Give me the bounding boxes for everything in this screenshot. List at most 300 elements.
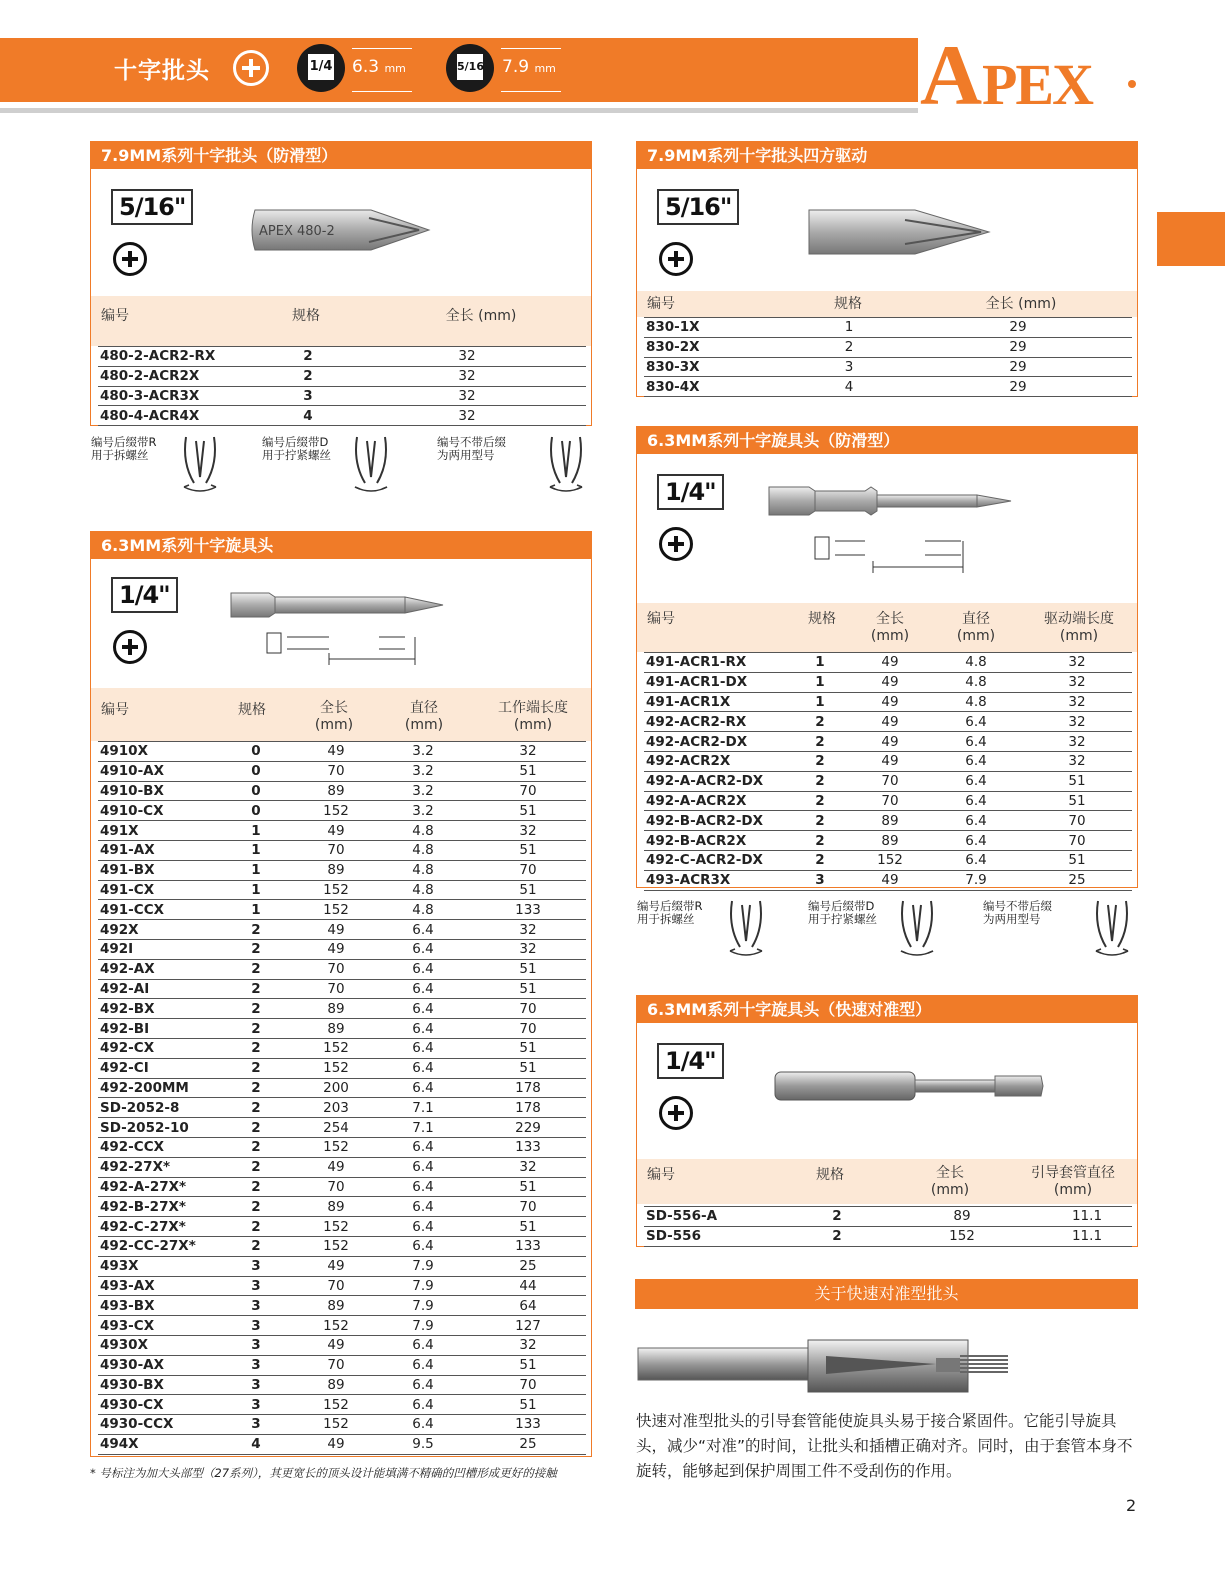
table-cell: 2 — [216, 920, 296, 940]
table-cell: 2 — [216, 1038, 296, 1058]
table-cell: 89 — [296, 1296, 376, 1316]
table-cell: 6.4 — [376, 1078, 470, 1098]
section-79mm-anti-slip — [90, 141, 592, 426]
table-cell: 49 — [296, 1256, 376, 1276]
section-79mm-square-drive — [636, 141, 1138, 397]
tighten-rotation-icon — [895, 897, 939, 959]
part-number: 492-CX — [98, 1038, 216, 1058]
table-row — [98, 1236, 586, 1256]
table-cell: 6.4 — [376, 979, 470, 999]
table-cell: 133 — [470, 1137, 586, 1157]
part-number: 492-A-ACR2-DX — [644, 771, 790, 791]
table-cell: 1 — [790, 692, 850, 712]
table-cell: 2 — [792, 1207, 882, 1227]
table-cell: 133 — [470, 1236, 586, 1256]
table-cell: 32 — [1022, 712, 1132, 732]
part-number: 480-2-ACR2X — [98, 366, 268, 386]
part-number: 480-3-ACR3X — [98, 386, 268, 406]
table-cell: 6.4 — [376, 1415, 470, 1435]
remove-rotation-icon — [178, 433, 222, 495]
table-row — [98, 1355, 586, 1375]
table-cell: 32 — [470, 939, 586, 959]
table-cell: 70 — [296, 840, 376, 860]
table-cell: 3 — [216, 1296, 296, 1316]
table-cell: 152 — [296, 801, 376, 821]
table-row — [98, 1058, 586, 1078]
table-cell: 70 — [850, 771, 930, 791]
table-row — [644, 791, 1132, 811]
table-cell: 51 — [470, 801, 586, 821]
table-cell: 152 — [850, 850, 930, 870]
table-cell: 2 — [790, 850, 850, 870]
dual-rotation-icon — [1090, 897, 1134, 959]
table-row — [98, 1316, 586, 1336]
table-cell: 25 — [1022, 870, 1132, 890]
table-cell: 51 — [1022, 791, 1132, 811]
col-header: 规格 — [292, 308, 320, 324]
table-cell: 32 — [348, 366, 586, 386]
table-cell: 6.4 — [376, 1019, 470, 1039]
table-cell: 51 — [470, 1395, 586, 1415]
table-cell: 2 — [216, 979, 296, 999]
table-row — [644, 377, 1132, 397]
table-cell: 6.4 — [930, 771, 1022, 791]
table-cell: 7.9 — [930, 870, 1022, 890]
table-header — [637, 1159, 1137, 1204]
table-cell: 1 — [794, 318, 904, 338]
table-row — [98, 880, 586, 900]
table-cell: 51 — [470, 840, 586, 860]
table-cell: 3 — [794, 357, 904, 377]
table-row — [644, 850, 1132, 870]
table-cell: 70 — [296, 1276, 376, 1296]
table-cell: 2 — [216, 1137, 296, 1157]
part-number: 491-AX — [98, 840, 216, 860]
part-number: 4930-AX — [98, 1355, 216, 1375]
bit-illustration — [249, 200, 435, 260]
phillips-icon — [659, 242, 693, 276]
phillips-icon — [113, 242, 147, 276]
table-row — [98, 742, 586, 762]
table-row — [98, 1217, 586, 1237]
table-header — [91, 688, 591, 741]
table-cell: 6.4 — [376, 1157, 470, 1177]
part-number: 492-C-27X* — [98, 1217, 216, 1237]
part-number: 492I — [98, 939, 216, 959]
table-cell: 3 — [216, 1256, 296, 1276]
table-row — [98, 1177, 586, 1197]
table-cell: 6.4 — [930, 811, 1022, 831]
table-cell: 2 — [790, 831, 850, 851]
col-header: 全长 (mm) — [985, 296, 1057, 312]
note-r: 编号后缀带R 用于拆螺丝 — [637, 899, 703, 926]
part-number: 494X — [98, 1434, 216, 1454]
table-cell: 51 — [1022, 771, 1132, 791]
part-number: 830-3X — [644, 357, 794, 377]
part-number: 4910-AX — [98, 761, 216, 781]
table-cell: 49 — [296, 821, 376, 841]
table-cell: 89 — [296, 781, 376, 801]
table-cell: 6.4 — [930, 791, 1022, 811]
table-cell: 25 — [470, 1434, 586, 1454]
spec-table — [644, 1206, 1132, 1247]
table-cell: 7.9 — [376, 1316, 470, 1336]
table-row — [98, 840, 586, 860]
quick-align-bit-photo — [636, 1336, 1016, 1396]
table-cell: 152 — [296, 1038, 376, 1058]
table-cell: 1 — [216, 880, 296, 900]
table-row — [98, 821, 586, 841]
table-row — [644, 692, 1132, 712]
phillips-icon — [659, 1096, 693, 1130]
part-number: 4910X — [98, 742, 216, 762]
table-cell: 89 — [296, 860, 376, 880]
table-cell: 51 — [1022, 850, 1132, 870]
table-cell: 2 — [216, 1157, 296, 1177]
phillips-icon — [113, 630, 147, 664]
table-cell: 0 — [216, 761, 296, 781]
table-cell: 2 — [216, 1217, 296, 1237]
table-cell: 70 — [296, 761, 376, 781]
col-header: 编号 — [101, 308, 129, 324]
svg-text:A: A — [920, 28, 983, 110]
footnote: * 号标注为加大头部型（27系列），其更宽长的顶头设计能填满不精确的凹槽形成更好的接触 — [90, 1466, 557, 1480]
section-title: 7.9MM系列十字批头四方驱动 — [637, 142, 1137, 169]
table-cell: 2 — [216, 959, 296, 979]
table-row — [98, 1395, 586, 1415]
size1-fraction: 1/4 — [308, 54, 334, 80]
table-cell: 49 — [850, 672, 930, 692]
table-cell: 7.9 — [376, 1276, 470, 1296]
col-header: 编号 — [647, 1167, 675, 1183]
table-cell: 2 — [216, 1177, 296, 1197]
table-cell: 49 — [850, 751, 930, 771]
table-cell: 6.4 — [376, 1375, 470, 1395]
tighten-rotation-icon — [349, 433, 393, 495]
size1-dimension: 6.3 mm — [352, 57, 406, 77]
table-cell: 203 — [296, 1098, 376, 1118]
part-number: 492-A-ACR2X — [644, 791, 790, 811]
part-number: 4930-BX — [98, 1375, 216, 1395]
part-number: 491-ACR1-RX — [644, 653, 790, 673]
table-cell: 29 — [904, 337, 1132, 357]
col-header: 工作端长度 (mm) — [498, 700, 568, 733]
spec-table — [644, 317, 1132, 397]
part-number: 491-BX — [98, 860, 216, 880]
phillips-icon — [659, 527, 693, 561]
table-cell: 2 — [790, 791, 850, 811]
table-row — [98, 959, 586, 979]
table-cell: 32 — [1022, 692, 1132, 712]
table-row — [98, 999, 586, 1019]
table-cell: 4.8 — [930, 672, 1022, 692]
table-cell: 152 — [296, 1415, 376, 1435]
table-cell: 32 — [348, 347, 586, 367]
table-cell: 25 — [470, 1256, 586, 1276]
table-cell: 49 — [296, 1335, 376, 1355]
table-cell: 7.9 — [376, 1296, 470, 1316]
table-cell: 6.4 — [930, 732, 1022, 752]
table-cell: 1 — [216, 860, 296, 880]
part-number: 493-ACR3X — [644, 870, 790, 890]
part-number: SD-2052-8 — [98, 1098, 216, 1118]
part-number: 492-ACR2-DX — [644, 732, 790, 752]
table-header — [637, 603, 1137, 652]
part-number: 493-CX — [98, 1316, 216, 1336]
part-number: 492X — [98, 920, 216, 940]
part-number: 492-AI — [98, 979, 216, 999]
table-cell: 6.4 — [376, 1038, 470, 1058]
table-cell: 7.1 — [376, 1098, 470, 1118]
size2-dimension: 7.9 mm — [502, 57, 556, 77]
note-none: 编号不带后缀 为两用型号 — [983, 899, 1052, 926]
section-title: 6.3MM系列十字旋具头（快速对准型） — [637, 996, 1137, 1023]
table-cell: 3.2 — [376, 742, 470, 762]
table-cell: 29 — [904, 357, 1132, 377]
table-cell: 4.8 — [376, 840, 470, 860]
table-cell: 152 — [296, 900, 376, 920]
table-cell: 2 — [790, 751, 850, 771]
table-row — [98, 1434, 586, 1454]
bit-marking: APEX 480-2 — [259, 224, 335, 239]
table-cell: 32 — [470, 821, 586, 841]
table-cell: 6.4 — [376, 1177, 470, 1197]
svg-text:PEX: PEX — [982, 52, 1092, 110]
table-row — [98, 1038, 586, 1058]
table-row — [98, 386, 586, 406]
table-row — [644, 870, 1132, 890]
part-number: 830-4X — [644, 377, 794, 397]
table-cell: 7.9 — [376, 1256, 470, 1276]
table-cell: 49 — [296, 742, 376, 762]
dual-rotation-icon — [544, 433, 588, 495]
table-row — [98, 1137, 586, 1157]
table-cell: 51 — [470, 1038, 586, 1058]
table-row — [644, 771, 1132, 791]
part-number: 480-4-ACR4X — [98, 406, 268, 426]
table-row — [98, 1335, 586, 1355]
remove-rotation-icon — [724, 897, 768, 959]
section-63mm-quick-align — [636, 995, 1138, 1247]
table-cell: 3 — [790, 870, 850, 890]
table-cell: 4 — [268, 406, 348, 426]
table-cell: 64 — [470, 1296, 586, 1316]
part-number: 4930-CX — [98, 1395, 216, 1415]
table-cell: 32 — [470, 742, 586, 762]
table-cell: 2 — [216, 999, 296, 1019]
table-cell: 4 — [216, 1434, 296, 1454]
spec-table — [644, 652, 1132, 891]
part-number: 493-AX — [98, 1276, 216, 1296]
section-title: 6.3MM系列十字旋具头（防滑型） — [637, 427, 1137, 454]
table-cell: 2 — [216, 939, 296, 959]
table-cell: 2 — [216, 1078, 296, 1098]
section-tab — [1157, 212, 1225, 266]
table-row — [644, 1207, 1132, 1227]
table-cell: 133 — [470, 900, 586, 920]
table-cell: 29 — [904, 377, 1132, 397]
table-cell: 4.8 — [376, 821, 470, 841]
table-row — [644, 1226, 1132, 1246]
table-cell: 89 — [296, 1197, 376, 1217]
part-number: 492-CC-27X* — [98, 1236, 216, 1256]
section-title: 6.3MM系列十字旋具头 — [91, 532, 591, 559]
table-cell: 70 — [470, 860, 586, 880]
table-cell: 6.4 — [376, 1058, 470, 1078]
table-row — [98, 1375, 586, 1395]
table-cell: 3 — [216, 1316, 296, 1336]
table-cell: 3 — [216, 1335, 296, 1355]
apex-logo — [920, 28, 1140, 110]
table-cell: 2 — [794, 337, 904, 357]
col-header: 全长 (mm) — [445, 308, 517, 324]
table-cell: 6.4 — [376, 1236, 470, 1256]
part-number: 4910-BX — [98, 781, 216, 801]
part-number: 493X — [98, 1256, 216, 1276]
part-number: 4910-CX — [98, 801, 216, 821]
table-cell: 3 — [268, 386, 348, 406]
section-63mm-anti-slip — [636, 426, 1138, 888]
table-cell: 89 — [882, 1207, 1042, 1227]
table-cell: 32 — [1022, 732, 1132, 752]
size-tag: 1/4" — [657, 474, 724, 510]
table-cell: 2 — [216, 1197, 296, 1217]
table-cell: 29 — [904, 318, 1132, 338]
table-cell: 70 — [470, 1019, 586, 1039]
table-row — [644, 653, 1132, 673]
part-number: 492-AX — [98, 959, 216, 979]
table-cell: 4.8 — [376, 900, 470, 920]
table-cell: 1 — [216, 840, 296, 860]
table-cell: 0 — [216, 801, 296, 821]
bit-illustration — [229, 587, 449, 667]
table-cell: 70 — [1022, 811, 1132, 831]
table-row — [98, 1118, 586, 1138]
table-cell: 32 — [470, 920, 586, 940]
note-none: 编号不带后缀 为两用型号 — [437, 435, 506, 462]
table-cell: 6.4 — [930, 831, 1022, 851]
table-header — [91, 296, 591, 346]
part-number: 492-A-27X* — [98, 1177, 216, 1197]
part-number: SD-556 — [644, 1226, 792, 1246]
table-cell: 133 — [470, 1415, 586, 1435]
part-number: 492-B-ACR2-DX — [644, 811, 790, 831]
table-cell: 2 — [268, 347, 348, 367]
table-row — [644, 357, 1132, 377]
table-cell: 70 — [850, 791, 930, 811]
table-cell: 11.1 — [1042, 1226, 1132, 1246]
table-cell: 3.2 — [376, 801, 470, 821]
table-cell: 6.4 — [930, 751, 1022, 771]
table-row — [644, 831, 1132, 851]
col-header: 引导套管直径 (mm) — [1031, 1165, 1115, 1198]
table-cell: 152 — [296, 1058, 376, 1078]
table-row — [98, 860, 586, 880]
page-title: 十字批头 — [114, 58, 210, 84]
table-cell: 7.1 — [376, 1118, 470, 1138]
table-cell: 32 — [1022, 672, 1132, 692]
table-row — [98, 781, 586, 801]
table-row — [98, 801, 586, 821]
table-cell: 2 — [790, 732, 850, 752]
table-cell: 32 — [1022, 653, 1132, 673]
table-header — [637, 291, 1137, 317]
table-cell: 152 — [882, 1226, 1042, 1246]
part-number: 480-2-ACR2-RX — [98, 347, 268, 367]
part-number: 492-CI — [98, 1058, 216, 1078]
part-number: 492-ACR2-RX — [644, 712, 790, 732]
part-number: 491X — [98, 821, 216, 841]
table-cell: 70 — [296, 959, 376, 979]
table-row — [98, 1098, 586, 1118]
table-row — [98, 1078, 586, 1098]
about-title: 关于快速对准型批头 — [635, 1279, 1138, 1309]
part-number: 830-2X — [644, 337, 794, 357]
part-number: 830-1X — [644, 318, 794, 338]
table-cell: 70 — [296, 1177, 376, 1197]
table-cell: 2 — [216, 1118, 296, 1138]
table-cell: 152 — [296, 1236, 376, 1256]
table-cell: 70 — [470, 999, 586, 1019]
table-row — [644, 732, 1132, 752]
table-row — [644, 751, 1132, 771]
table-cell: 49 — [296, 920, 376, 940]
bit-illustration — [805, 206, 995, 260]
about-description: 快速对准型批头的引导套管能使旋具头易于接合紧固件。它能引导旋具头，减少“对准”的时间，让批头和插槽正确对齐。同时，由于套管本身不旋转，能够起到保护周围工件不受刮伤的作用。 — [636, 1412, 1133, 1480]
part-number: SD-556-A — [644, 1207, 792, 1227]
col-header: 规格 — [808, 611, 836, 627]
table-cell: 254 — [296, 1118, 376, 1138]
table-cell: 1 — [216, 900, 296, 920]
table-cell: 6.4 — [376, 1395, 470, 1415]
table-cell: 51 — [470, 1177, 586, 1197]
page-number: 2 — [1126, 1496, 1137, 1515]
col-header: 全长 (mm) — [930, 1165, 970, 1198]
col-header: 编号 — [647, 296, 675, 312]
table-cell: 70 — [470, 781, 586, 801]
part-number: 492-B-27X* — [98, 1197, 216, 1217]
table-cell: 70 — [296, 979, 376, 999]
table-row — [98, 366, 586, 386]
bit-illustration — [771, 1068, 1047, 1104]
table-cell: 4.8 — [376, 880, 470, 900]
table-cell: 32 — [348, 406, 586, 426]
table-cell: 3 — [216, 1415, 296, 1435]
table-cell: 32 — [470, 1335, 586, 1355]
table-cell: 152 — [296, 1395, 376, 1415]
table-cell: 70 — [470, 1197, 586, 1217]
table-cell: 6.4 — [376, 959, 470, 979]
table-cell: 6.4 — [376, 1217, 470, 1237]
table-cell: 11.1 — [1042, 1207, 1132, 1227]
table-cell: 3 — [216, 1375, 296, 1395]
table-cell: 2 — [216, 1019, 296, 1039]
table-cell: 2 — [216, 1058, 296, 1078]
size-tag: 5/16" — [111, 189, 193, 225]
table-cell: 9.5 — [376, 1434, 470, 1454]
note-d: 编号后缀带D 用于拧紧螺丝 — [808, 899, 877, 926]
part-number: 492-ACR2X — [644, 751, 790, 771]
table-row — [98, 761, 586, 781]
table-cell: 51 — [470, 1355, 586, 1375]
table-cell: 49 — [850, 653, 930, 673]
table-row — [98, 1019, 586, 1039]
table-row — [644, 337, 1132, 357]
section-title: 7.9MM系列十字批头（防滑型） — [91, 142, 591, 169]
part-number: 492-C-ACR2-DX — [644, 850, 790, 870]
col-header: 编号 — [101, 702, 129, 718]
table-cell: 70 — [1022, 831, 1132, 851]
